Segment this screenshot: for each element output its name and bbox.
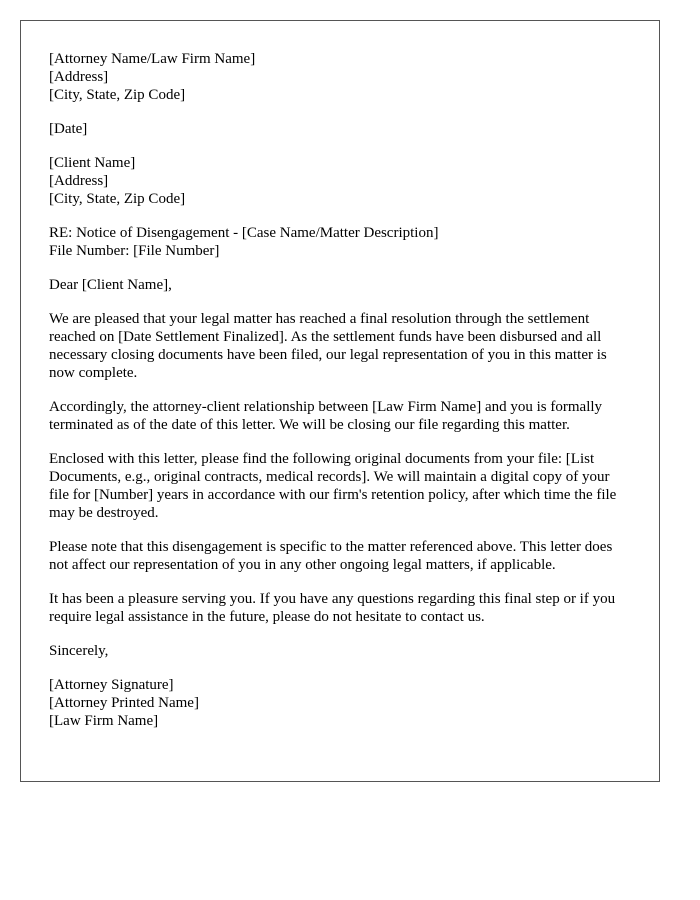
file-number: File Number: [File Number] <box>49 243 220 259</box>
salutation: Dear [Client Name], <box>49 277 172 293</box>
date-block <box>49 120 631 138</box>
recipient-address: [Address] <box>49 173 109 189</box>
body-paragraph-thanks: It has been a pleasure serving you. If you have any questions regarding this final step or if you require legal assistance in the future, please do not hesitate to contact us. <box>49 591 616 625</box>
re-line: RE: Notice of Disengagement - [Case Name/Matter Description] <box>49 225 439 241</box>
body-paragraph-enclosures: Enclosed with this letter, please find the following original documents from your file: [List Documents, e.g., original contracts, medical records]. We will maintain a digital copy of your file for [Number] years in accordance with our firm's retention policy, after which time the file may be destroyed. <box>49 451 617 521</box>
sender-address: [Address] <box>49 69 109 85</box>
attorney-signature: [Attorney Signature] <box>49 677 174 693</box>
body-paragraph-scope: Please note that this disengagement is specific to the matter referenced above. This letter does not affect our representation of you in any other ongoing legal matters, if applicable. <box>49 539 613 573</box>
letter-date: [Date] <box>49 121 88 137</box>
body-paragraph-resolution: We are pleased that your legal matter has reached a final resolution through the settlement reached on [Date Settlement Finalized]. As the settlement funds have been disbursed and all necessary closing documents have been filed, our legal representation of you in this matter is now complete. <box>49 311 607 381</box>
signature-firm-name: [Law Firm Name] <box>49 713 159 729</box>
recipient-block <box>49 154 631 208</box>
closing: Sincerely, <box>49 643 109 659</box>
reference-block <box>49 224 631 260</box>
attorney-printed-name: [Attorney Printed Name] <box>49 695 199 711</box>
sender-name: [Attorney Name/Law Firm Name] <box>49 51 256 67</box>
salutation-block <box>49 276 631 294</box>
closing-block <box>49 642 631 660</box>
signature-block <box>49 676 631 730</box>
recipient-city-state-zip: [City, State, Zip Code] <box>49 191 186 207</box>
sender-city-state-zip: [City, State, Zip Code] <box>49 87 186 103</box>
body-paragraph-termination: Accordingly, the attorney-client relationship between [Law Firm Name] and you is formally terminated as of the date of this letter. We will be closing our file regarding this matter. <box>49 399 603 433</box>
recipient-name: [Client Name] <box>49 155 136 171</box>
letter-page <box>20 20 660 782</box>
sender-block <box>49 50 631 104</box>
